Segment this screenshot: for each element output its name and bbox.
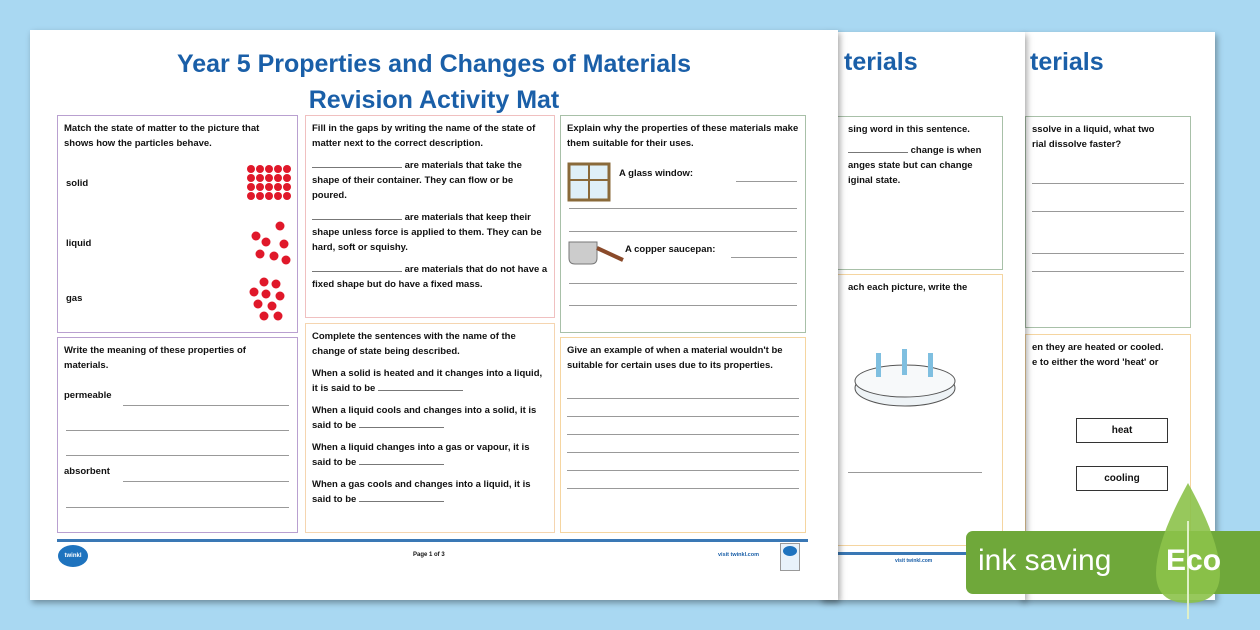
instruction: Explain why the properties of these materials make them suitable for their uses. bbox=[567, 123, 799, 149]
explain-box bbox=[560, 115, 806, 333]
text: sing word in this sentence. bbox=[848, 124, 970, 135]
instruction: Match the state of matter to the picture that shows how the particles behave. bbox=[64, 123, 260, 149]
state-liquid: liquid bbox=[66, 238, 92, 249]
fill-item: are materials that take the shape of their container. They can flow or be poured. bbox=[312, 160, 522, 201]
quality-badge-icon bbox=[780, 543, 800, 571]
instruction: Fill in the gaps by writing the name of the state of matter next to the correct description. bbox=[312, 123, 536, 149]
copper-saucepan-label: A copper saucepan: bbox=[625, 244, 716, 255]
page-number: Page 1 of 3 bbox=[413, 552, 445, 558]
sentence: When a liquid cools and changes into a solid, it is said to be bbox=[312, 405, 537, 431]
page-title bbox=[30, 46, 838, 118]
page-3-question-1 bbox=[1025, 116, 1191, 328]
page-2-title: terials bbox=[844, 48, 918, 76]
state-solid: solid bbox=[66, 178, 89, 189]
text: e to either the word 'heat' or bbox=[1032, 357, 1159, 368]
text: ach each picture, write the bbox=[848, 282, 968, 293]
page-2 bbox=[820, 32, 1025, 600]
instruction: Give an example of when a material wouldn't be suitable for certain uses due to its properties. bbox=[567, 345, 783, 371]
sentence: When a liquid changes into a gas or vapour, it is said to be bbox=[312, 442, 530, 468]
sentence: When a gas cools and changes into a liquid, it is said to be bbox=[312, 479, 531, 505]
text: iginal state. bbox=[848, 175, 901, 186]
word-card-cooling: cooling bbox=[1076, 466, 1168, 491]
title-line-1: Year 5 Properties and Changes of Materials bbox=[176, 50, 692, 78]
instruction: Write the meaning of these properties of materials. bbox=[64, 345, 246, 371]
title-line-2: Revision Activity Mat bbox=[308, 86, 560, 114]
site-link[interactable]: visit twinkl.com bbox=[718, 552, 759, 558]
example-box bbox=[560, 337, 806, 533]
ink-saving-label: ink saving bbox=[978, 544, 1112, 577]
ink-saving-eco-badge bbox=[966, 531, 1260, 594]
match-states-box bbox=[57, 115, 298, 333]
text: en they are heated or cooled. bbox=[1032, 342, 1164, 353]
copper-saucepan-image bbox=[567, 236, 627, 266]
text: anges state but can change bbox=[848, 160, 973, 171]
term-absorbent: absorbent bbox=[64, 466, 110, 477]
liquid-particles-image bbox=[244, 220, 294, 270]
fill-item: are materials that keep their shape unless force is applied to them. They can be hard, soft or squishy. bbox=[312, 212, 542, 253]
twinkl-logo: twinkl bbox=[58, 545, 88, 567]
instruction: Complete the sentences with the name of the change of state being described. bbox=[312, 331, 516, 357]
text: rial dissolve faster? bbox=[1032, 139, 1122, 150]
page-1 bbox=[30, 30, 838, 600]
fill-item: are materials that do not have a fixed shape but do have a fixed mass. bbox=[312, 264, 548, 290]
text: change is when bbox=[910, 145, 982, 156]
state-gas: gas bbox=[66, 293, 83, 304]
word-card-heat: heat bbox=[1076, 418, 1168, 443]
page-2-footer: visit twinkl.com bbox=[895, 558, 933, 564]
page-2-question-2 bbox=[825, 274, 1003, 546]
sentence: When a solid is heated and it changes into a liquid, it is said to be bbox=[312, 368, 543, 394]
complete-sentences-box bbox=[305, 323, 555, 533]
solid-particles-image bbox=[246, 164, 292, 200]
text: ssolve in a liquid, what two bbox=[1032, 124, 1155, 135]
term-permeable: permeable bbox=[64, 390, 112, 401]
evaporating-dish-image bbox=[850, 343, 960, 433]
glass-window-label: A glass window: bbox=[619, 168, 694, 179]
page-2-question-1 bbox=[825, 116, 1003, 270]
fill-gaps-box bbox=[305, 115, 555, 318]
meaning-box bbox=[57, 337, 298, 533]
eco-label: Eco bbox=[1166, 544, 1222, 577]
gas-particles-image bbox=[244, 276, 294, 326]
page-3-title: terials bbox=[1030, 48, 1104, 76]
